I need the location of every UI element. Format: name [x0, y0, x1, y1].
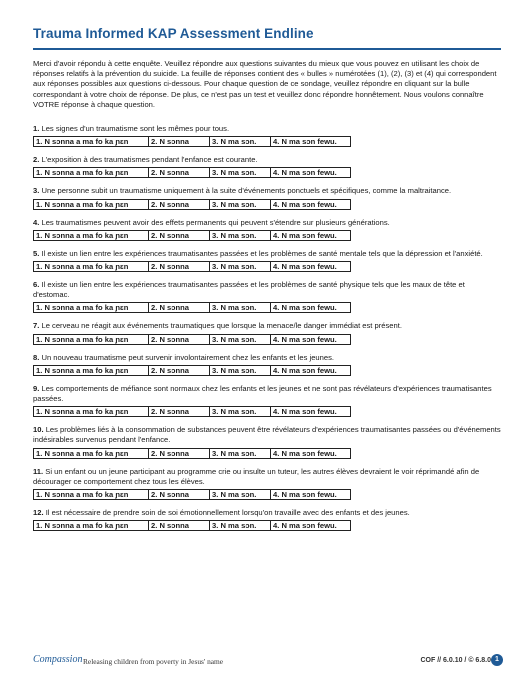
- answer-options: [33, 199, 351, 210]
- answer-option-1[interactable]: 1. N sɔnna a ma fo ka ɲɛn: [34, 335, 149, 344]
- answer-option-2[interactable]: 2. N sɔnna: [149, 303, 210, 312]
- footer-tagline: Releasing children from poverty in Jesus' name: [83, 657, 224, 666]
- answer-option-4[interactable]: 4. N ma sɔn fewu.: [273, 365, 337, 375]
- question-label: Il est nécessaire de prendre soin de soi émotionnellement lorsqu'on travaille avec des enfants et des jeunes.: [45, 508, 410, 518]
- answer-option-3[interactable]: 3. N ma sɔn.: [210, 303, 271, 312]
- answer-option-1[interactable]: 1. N sɔnna a ma fo ka ɲɛn: [34, 366, 149, 375]
- compassion-logo: Compassion: [33, 654, 83, 665]
- question-item: [33, 425, 503, 458]
- question-number: 7.: [33, 321, 40, 331]
- answer-option-2[interactable]: 2. N sɔnna: [149, 231, 210, 240]
- question-text: [33, 321, 503, 331]
- question-item: [33, 353, 503, 376]
- answer-option-1[interactable]: 1. N sɔnna a ma fo ka ɲɛn: [34, 137, 149, 146]
- answer-option-1[interactable]: 1. N sɔnna a ma fo ka ɲɛn: [34, 521, 149, 530]
- answer-options: [33, 334, 351, 345]
- answer-option-4[interactable]: 4. N ma sɔn fewu.: [273, 137, 337, 147]
- answer-options: [33, 365, 351, 376]
- question-number: 11.: [33, 466, 44, 476]
- question-label: Les comportements de méfiance sont normaux chez les enfants et les jeunes et ne sont pas révélateurs d'expériences traumatisantes passées.: [33, 383, 492, 404]
- answer-options: [33, 261, 351, 272]
- answer-options: [33, 489, 351, 500]
- page-title: Trauma Informed KAP Assessment Endline: [33, 26, 314, 41]
- question-number: 1.: [33, 124, 40, 133]
- question-label: Il existe un lien entre les expériences traumatisantes passées et les problèmes de santé mentale tels que la dépression et l'anxiété.: [41, 248, 483, 258]
- question-label: Si un enfant ou un jeune participant au programme crie ou insulte un tuteur, les autres élèves devraient le voir réprimandé afin de décourager ce comportement chez tous les élèves.: [33, 466, 480, 486]
- answer-option-4[interactable]: 4. N ma sɔn fewu.: [273, 199, 337, 209]
- question-item: [33, 467, 503, 500]
- answer-option-3[interactable]: 3. N ma sɔn.: [210, 490, 271, 499]
- answer-option-2[interactable]: 2. N sɔnna: [149, 366, 210, 375]
- question-label: Le cerveau ne réagit aux événements traumatiques que lorsque la menace/le danger immédiat est présent.: [41, 321, 402, 331]
- answer-option-3[interactable]: 3. N ma sɔn.: [210, 137, 271, 146]
- answer-options: [33, 520, 351, 531]
- question-text: [33, 508, 503, 518]
- answer-options: [33, 302, 351, 313]
- answer-option-3[interactable]: 3. N ma sɔn.: [210, 366, 271, 375]
- answer-option-2[interactable]: 2. N sɔnna: [149, 449, 210, 458]
- answer-option-3[interactable]: 3. N ma sɔn.: [210, 168, 271, 177]
- answer-option-2[interactable]: 2. N sɔnna: [149, 490, 210, 499]
- question-text: [33, 425, 503, 445]
- answer-option-2[interactable]: 2. N sɔnna: [149, 262, 210, 271]
- answer-option-2[interactable]: 2. N sɔnna: [149, 168, 210, 177]
- answer-option-4[interactable]: 4. N ma sɔn fewu.: [273, 490, 337, 500]
- question-label: Les traumatismes peuvent avoir des effets permanents qui peuvent s'étendre sur plusieurs générations.: [41, 217, 390, 227]
- question-number: 5.: [33, 248, 40, 258]
- answer-option-4[interactable]: 4. N ma sɔn fewu.: [273, 407, 337, 417]
- question-label: Il existe un lien entre les expériences traumatisantes passées et les problèmes de santé physique tels que les maux de tête et d'estomac.: [33, 280, 465, 300]
- footer: [33, 650, 503, 670]
- document-code: COF // 6.0.10 / © 6.8.0: [420, 657, 491, 664]
- answer-option-1[interactable]: 1. N sɔnna a ma fo ka ɲɛn: [34, 449, 149, 458]
- question-text: [33, 124, 503, 134]
- question-number: 12.: [33, 508, 44, 518]
- question-item: [33, 321, 503, 344]
- question-item: [33, 508, 503, 531]
- question-item: [33, 124, 503, 147]
- answer-options: [33, 167, 351, 178]
- answer-option-2[interactable]: 2. N sɔnna: [149, 335, 210, 344]
- answer-option-4[interactable]: 4. N ma sɔn fewu.: [273, 303, 337, 313]
- question-number: 2.: [33, 155, 40, 165]
- question-text: [33, 384, 503, 404]
- answer-option-3[interactable]: 3. N ma sɔn.: [210, 200, 271, 209]
- question-item: [33, 218, 503, 241]
- answer-options: [33, 448, 351, 459]
- question-number: 3.: [33, 186, 40, 196]
- title-divider: [33, 48, 501, 50]
- answer-option-2[interactable]: 2. N sɔnna: [149, 200, 210, 209]
- question-item: [33, 384, 503, 417]
- answer-option-4[interactable]: 4. N ma sɔn fewu.: [273, 168, 337, 178]
- question-label: Un nouveau traumatisme peut survenir involontairement chez les enfants et les jeunes.: [41, 352, 334, 362]
- answer-option-3[interactable]: 3. N ma sɔn.: [210, 335, 271, 344]
- question-label: Les problèmes liés à la consommation de substances peuvent être révélateurs d'expériences traumatisantes passées ou d'événements indésirables survenus pendant l'enfance.: [33, 425, 501, 445]
- answer-option-4[interactable]: 4. N ma sɔn fewu.: [273, 334, 337, 344]
- answer-option-1[interactable]: 1. N sɔnna a ma fo ka ɲɛn: [34, 490, 149, 499]
- question-text: [33, 280, 503, 300]
- question-item: [33, 249, 503, 272]
- answer-option-3[interactable]: 3. N ma sɔn.: [210, 407, 271, 416]
- question-number: 10.: [33, 425, 44, 435]
- question-item: [33, 186, 503, 209]
- answer-option-4[interactable]: 4. N ma sɔn fewu.: [273, 448, 337, 458]
- questions-list: [33, 124, 503, 539]
- answer-option-1[interactable]: 1. N sɔnna a ma fo ka ɲɛn: [34, 200, 149, 209]
- answer-option-4[interactable]: 4. N ma sɔn fewu.: [273, 262, 337, 272]
- question-item: [33, 155, 503, 178]
- question-number: 6.: [33, 280, 40, 290]
- question-number: 4.: [33, 217, 40, 227]
- question-text: [33, 218, 503, 228]
- answer-option-1[interactable]: 1. N sɔnna a ma fo ka ɲɛn: [34, 168, 149, 177]
- question-number: 8.: [33, 352, 40, 362]
- answer-options: [33, 230, 351, 241]
- question-number: 9.: [33, 383, 40, 393]
- question-text: [33, 353, 503, 363]
- answer-option-1[interactable]: 1. N sɔnna a ma fo ka ɲɛn: [34, 262, 149, 271]
- question-text: [33, 467, 503, 487]
- answer-option-1[interactable]: 1. N sɔnna a ma fo ka ɲɛn: [34, 231, 149, 240]
- answer-option-3[interactable]: 3. N ma sɔn.: [210, 231, 271, 240]
- answer-option-2[interactable]: 2. N sɔnna: [149, 407, 210, 416]
- question-text: [33, 155, 503, 165]
- answer-option-1[interactable]: 1. N sɔnna a ma fo ka ɲɛn: [34, 407, 149, 416]
- answer-option-4[interactable]: 4. N ma sɔn fewu.: [273, 521, 337, 531]
- answer-option-3[interactable]: 3. N ma sɔn.: [210, 521, 271, 530]
- answer-option-2[interactable]: 2. N sɔnna: [149, 521, 210, 530]
- question-label: Une personne subit un traumatisme uniquement à la suite d'événements ponctuels et spécifiques, comme la maltraitance.: [41, 186, 452, 196]
- page-number-badge: 1: [491, 654, 503, 666]
- answer-option-2[interactable]: 2. N sɔnna: [149, 137, 210, 146]
- answer-option-3[interactable]: 3. N ma sɔn.: [210, 262, 271, 271]
- question-item: [33, 280, 503, 313]
- question-label: Les signes d'un traumatisme sont les mêmes pour tous.: [41, 124, 230, 133]
- question-label: L'exposition à des traumatismes pendant l'enfance est courante.: [41, 155, 258, 165]
- answer-options: [33, 136, 351, 147]
- answer-options: [33, 406, 351, 417]
- answer-option-1[interactable]: 1. N sɔnna a ma fo ka ɲɛn: [34, 303, 149, 312]
- answer-option-4[interactable]: 4. N ma sɔn fewu.: [273, 230, 337, 240]
- question-text: [33, 249, 503, 259]
- answer-option-3[interactable]: 3. N ma sɔn.: [210, 449, 271, 458]
- question-text: [33, 186, 503, 196]
- intro-paragraph: Merci d'avoir répondu à cette enquête. Veuillez répondre aux questions suivantes du mieux que vous pouvez en utilisant les choix de réponses relatifs à la prévention du suicide. La feuille de réponses contient des « bulles » numérotées (1), (2), (3) et (4) qui correspondent aux réponses possibles aux questions ci-dessous. Pour chaque question de ce sondage, veuillez répondre en cliquant sur la bulle correspondant à votre choix de réponse. De plus, ce n'est pas un test et veuillez donc répondre honnêtement. Nous voulons connaître VOTRE réponse à chaque question.: [33, 59, 497, 109]
